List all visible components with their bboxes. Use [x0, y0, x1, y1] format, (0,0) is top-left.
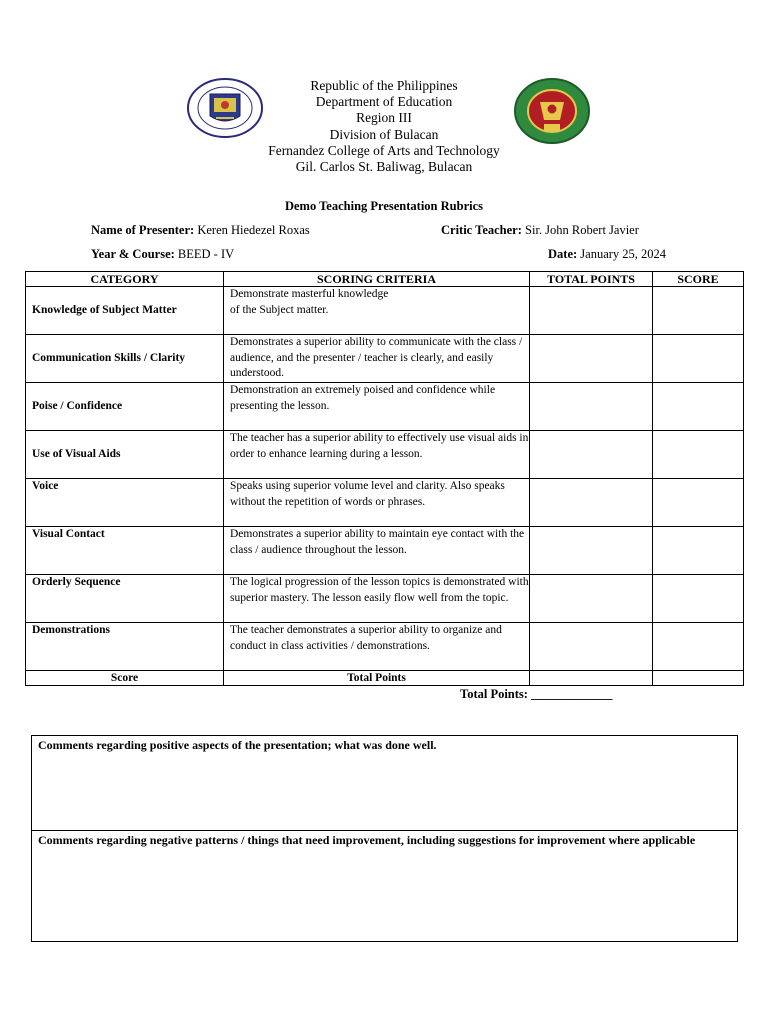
row-score-cell[interactable]: [653, 575, 744, 623]
header-score: SCORE: [653, 272, 744, 287]
negative-comments-area[interactable]: [32, 831, 737, 941]
row-criteria: Speaks using superior volume level and clarity. Also speaks without the repetition of words or phrases.: [224, 479, 530, 527]
header-republic: Republic of the Philippines: [310, 78, 458, 93]
presenter-value: Keren Hiedezel Roxas: [197, 223, 310, 237]
rubric-table: [25, 271, 744, 686]
critic-label: Critic Teacher:: [441, 223, 522, 237]
footer-total-points-cell[interactable]: [530, 671, 653, 686]
table-row: [26, 527, 744, 575]
row-criteria: Demonstration an extremely poised and confidence while presenting the lesson.: [224, 383, 530, 431]
row-category: Knowledge of Subject Matter: [26, 287, 224, 335]
row-criteria: [224, 287, 530, 335]
document-title: Demo Teaching Presentation Rubrics: [284, 199, 484, 213]
positive-comments-area[interactable]: [32, 736, 737, 831]
row-score-cell[interactable]: [653, 287, 744, 335]
course-value: BEED - IV: [177, 247, 235, 261]
letterhead: [0, 78, 768, 175]
row-score-cell[interactable]: [653, 623, 744, 671]
row-criteria: The teacher demonstrates a superior ability to organize and conduct in class activities / demonstrations.: [224, 623, 530, 671]
row-total-points-cell[interactable]: [530, 431, 653, 479]
table-row: [26, 431, 744, 479]
footer-total-points-label: Total Points: [224, 671, 530, 686]
row-score-cell[interactable]: [653, 431, 744, 479]
row-total-points-cell[interactable]: [530, 527, 653, 575]
header-address: Gil. Carlos St. Baliwag, Bulacan: [295, 159, 473, 175]
date-label: Date:: [548, 247, 578, 261]
row-criteria: The teacher has a superior ability to effectively use visual aids in order to enhance learning during a lesson.: [224, 431, 530, 479]
table-row: [26, 575, 744, 623]
row-score-cell[interactable]: [653, 335, 744, 383]
presenter-label: Name of Presenter:: [91, 223, 195, 237]
row-total-points-cell[interactable]: [530, 479, 653, 527]
row-score-cell[interactable]: [653, 527, 744, 575]
course-label: Year & Course:: [91, 247, 175, 261]
header-department: Department of Education: [315, 94, 453, 110]
presenter-field: [91, 223, 310, 238]
row-criteria: The logical progression of the lesson topics is demonstrated with superior mastery. The lesson easily flow well from the topic.: [224, 575, 530, 623]
total-points-line[interactable]: Total Points: _____________: [460, 687, 613, 701]
comments-box: [31, 735, 738, 942]
row-criteria: Demonstrates a superior ability to communicate with the class / audience, and the presenter / teacher is clearly, and easily understood.: [224, 335, 530, 383]
row-category: Voice: [26, 479, 224, 527]
row-total-points-cell[interactable]: [530, 575, 653, 623]
table-footer-row: [26, 671, 744, 686]
header-region: Region III: [356, 110, 412, 126]
table-row: [26, 287, 744, 335]
row-category: Poise / Confidence: [26, 383, 224, 431]
critic-value: Sir. John Robert Javier: [525, 223, 639, 237]
footer-score-label: Score: [26, 671, 224, 686]
row-score-cell[interactable]: [653, 383, 744, 431]
table-row: [26, 335, 744, 383]
table-row: [26, 623, 744, 671]
critic-field: [441, 223, 639, 238]
course-field: [91, 247, 234, 262]
table-row: [26, 479, 744, 527]
table-row: [26, 383, 744, 431]
header-scoring-criteria: SCORING CRITERIA: [224, 272, 530, 287]
row-category: Demonstrations: [26, 623, 224, 671]
row-total-points-cell[interactable]: [530, 383, 653, 431]
criteria-line: Demonstrate masterful knowledge of the Subject matter.: [230, 288, 389, 316]
row-total-points-cell[interactable]: [530, 287, 653, 335]
date-field: [548, 247, 666, 262]
row-score-cell[interactable]: [653, 479, 744, 527]
row-category: Visual Contact: [26, 527, 224, 575]
row-criteria: Demonstrates a superior ability to maintain eye contact with the class / audience throughout the lesson.: [224, 527, 530, 575]
header-total-points: TOTAL POINTS: [530, 272, 653, 287]
header-category: CATEGORY: [26, 272, 224, 287]
negative-comments-label: Comments regarding negative patterns / things that need improvement, including suggestions for improvement where applicable: [38, 833, 696, 847]
row-category: Orderly Sequence: [26, 575, 224, 623]
footer-score-cell[interactable]: [653, 671, 744, 686]
row-category: Communication Skills / Clarity: [26, 335, 224, 383]
table-header-row: [26, 272, 744, 287]
positive-comments-label: Comments regarding positive aspects of the presentation; what was done well.: [38, 738, 437, 752]
header-division: Division of Bulacan: [329, 126, 439, 142]
date-value: January 25, 2024: [580, 247, 667, 261]
row-category: Use of Visual Aids: [26, 431, 224, 479]
header-college: Fernandez College of Arts and Technology: [268, 142, 500, 158]
row-total-points-cell[interactable]: [530, 335, 653, 383]
row-total-points-cell[interactable]: [530, 623, 653, 671]
